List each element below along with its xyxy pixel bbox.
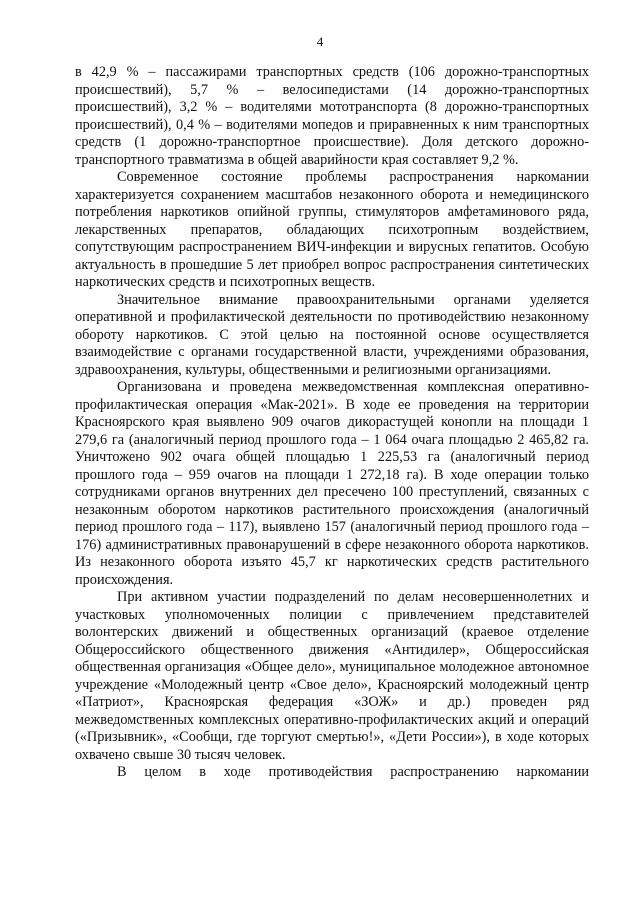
- paragraph-operation-mak: Организована и проведена межведомственная комплексная оперативно-профилактическая операция «Мак-2021». В ходе ее проведения на территории Красноярского края выявлено 909 очагов дикорастущей конопли на площади 1 279,6 га (аналогичный период прошлого года – 1 064 очага площадью 2 465,82 га. Уничтожено 902 очага общей площадью 1 225,53 га (аналогичный период прошлого года – 959 очагов на площади 1 272,18 га). В ходе операции только сотрудниками органов внутренних дел пресечено 100 преступлений, связанных с незаконным оборотом наркотиков растительного происхождения (аналогичный период прошлого года – 117), выявлено 157 (аналогичный период прошлого года – 176) административных правонарушений в сфере незаконного оборота наркотиков. Из незаконного оборота изъято 45,7 кг наркотических средств растительного происхождения.: [75, 379, 589, 588]
- paragraph-drug-situation: Современное состояние проблемы распространения наркомании характеризуется сохранением масштабов незаконного оборота и немедицинского потребления наркотиков опийной группы, стимуляторов амфетаминового ряда, лекарственных препаратов, обладающих психотропным воздействием, сопутствующим распространением ВИЧ-инфекции и вирусных гепатитов. Особую актуальность в прошедшие 5 лет приобрел вопрос распространения синтетических наркотических средств и психотропных веществ.: [75, 169, 589, 290]
- page-number: 4: [316, 34, 324, 49]
- paragraph-volunteer-actions: При активном участии подразделений по делам несовершеннолетних и участковых уполномоченных полиции с привлечением представителей волонтерских движений и общественных организаций (краевое отделение Общероссийского общественного движения «Антидилер», Общероссийская общественная организация «Общее дело», муниципальное молодежное автономное учреждение «Молодежный центр «Свое дело», Красноярский молодежный центр «Патриот», Красноярская федерация «ЗОЖ» и др.) проведен ряд межведомственных комплексных оперативно-профилактических акций и операций («Призывник», «Сообщи, где торгуют смертью!», «Дети России»), в ходе которых охвачено свыше 30 тысяч человек.: [75, 589, 589, 763]
- paragraph-law-enforcement: Значительное внимание правоохранительными органами уделяется оперативной и профилактической деятельности по противодействию незаконному обороту наркотиков. С этой целью на постоянной основе осуществляется взаимодействие с органами государственной власти, учреждениями образования, здравоохранения, культуры, общественными и религиозными организациями.: [75, 291, 589, 378]
- document-body: [75, 64, 589, 782]
- paragraph-conclusion-start: В целом в ходе противодействия распространению наркомании: [117, 764, 589, 780]
- paragraph-road-accidents: в 42,9 % – пассажирами транспортных средств (106 дорожно-транспортных происшествий), 5,7 % – велосипедистами (14 дорожно-транспортных происшествий), 3,2 % – водителями мототранспорта (8 дорожно-транспортных происшествий), 0,4 % – водителями мопедов и приравненных к ним транспортных средств (1 дорожно-транспортное происшествие). Доля детского дорожно-транспортного травматизма в общей аварийности края составляет 9,2 %.: [75, 64, 589, 168]
